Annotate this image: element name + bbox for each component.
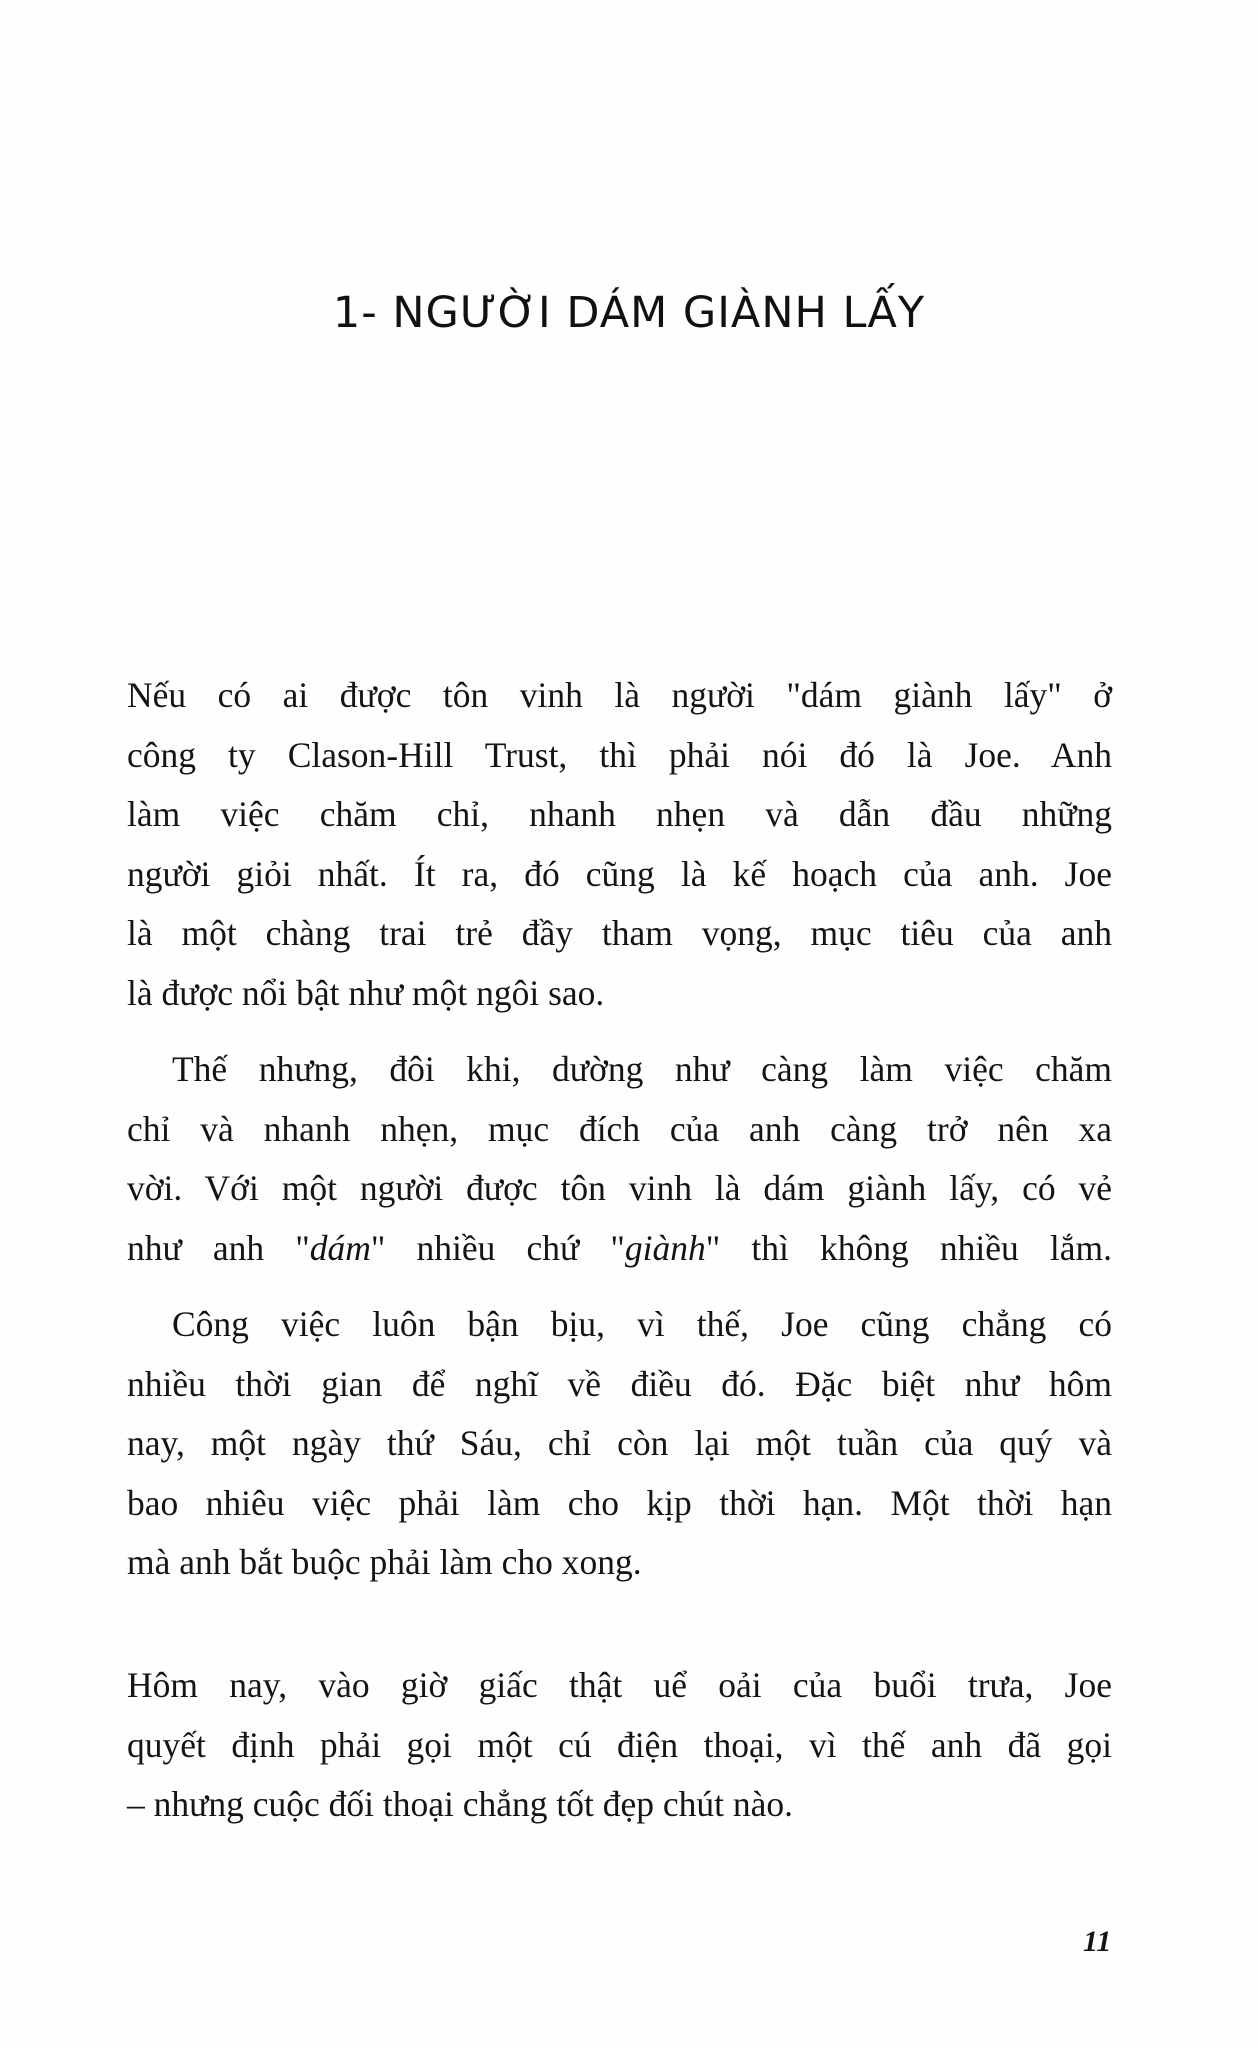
page-number: 11 (1083, 1925, 1112, 1958)
text-line: Hôm nay, vào giờ giấc thật uể oải của buổi trưa, Joe (127, 1665, 1112, 1705)
text-fragment: như anh " (127, 1227, 310, 1268)
text-fragment: " thì không nhiều lắm. (705, 1227, 1112, 1268)
text-line: là một chàng trai trẻ đầy tham vọng, mục tiêu của anh (127, 913, 1112, 953)
text-line: là được nổi bật như một ngôi sao. (127, 972, 605, 1013)
text-line: chỉ và nhanh nhẹn, mục đích của anh càng trở nên xa (127, 1108, 1112, 1149)
text-line: Nếu có ai được tôn vinh là người "dám giành lấy" ở (127, 675, 1112, 715)
section-1 (127, 666, 1112, 1593)
text-line: công ty Clason-Hill Trust, thì phải nói đó là Joe. Anh (127, 734, 1112, 775)
text-line: nhiều thời gian để nghĩ về điều đó. Đặc biệt như hôm (127, 1363, 1112, 1404)
paragraph-1 (127, 666, 1112, 1023)
text-line: mà anh bắt buộc phải làm cho xong. (127, 1542, 642, 1582)
text-line: nay, một ngày thứ Sáu, chỉ còn lại một tuần của quý và (127, 1423, 1112, 1463)
paragraph-3 (127, 1295, 1112, 1593)
text-line: Thế nhưng, đôi khi, dường như càng làm việc chăm (172, 1049, 1112, 1089)
paragraph-4 (127, 1656, 1112, 1835)
text-line-with-emphasis (127, 1219, 1112, 1279)
section-2 (127, 1656, 1112, 1835)
text-line: – nhưng cuộc đối thoại chẳng tốt đẹp chút nào. (127, 1784, 793, 1824)
text-line: bao nhiêu việc phải làm cho kịp thời hạn. Một thời hạn (127, 1482, 1112, 1523)
chapter-title: 1- NGƯỜI DÁM GIÀNH LẤY (332, 288, 926, 338)
text-fragment: " nhiều chứ " (370, 1227, 625, 1268)
text-line: quyết định phải gọi một cú điện thoại, vì thế anh đã gọi (127, 1724, 1112, 1765)
emphasis-gianh: giành (624, 1227, 706, 1268)
text-line: Công việc luôn bận bịu, vì thế, Joe cũng chẳng có (172, 1304, 1112, 1344)
text-line: làm việc chăm chỉ, nhanh nhẹn và dẫn đầu những (127, 794, 1112, 834)
text-line: người giỏi nhất. Ít ra, đó cũng là kế hoạch của anh. Joe (127, 853, 1112, 894)
text-line: vời. Với một người được tôn vinh là dám giành lấy, có vẻ (127, 1168, 1112, 1208)
paragraph-2 (127, 1040, 1112, 1278)
emphasis-dam: dám (309, 1227, 371, 1268)
